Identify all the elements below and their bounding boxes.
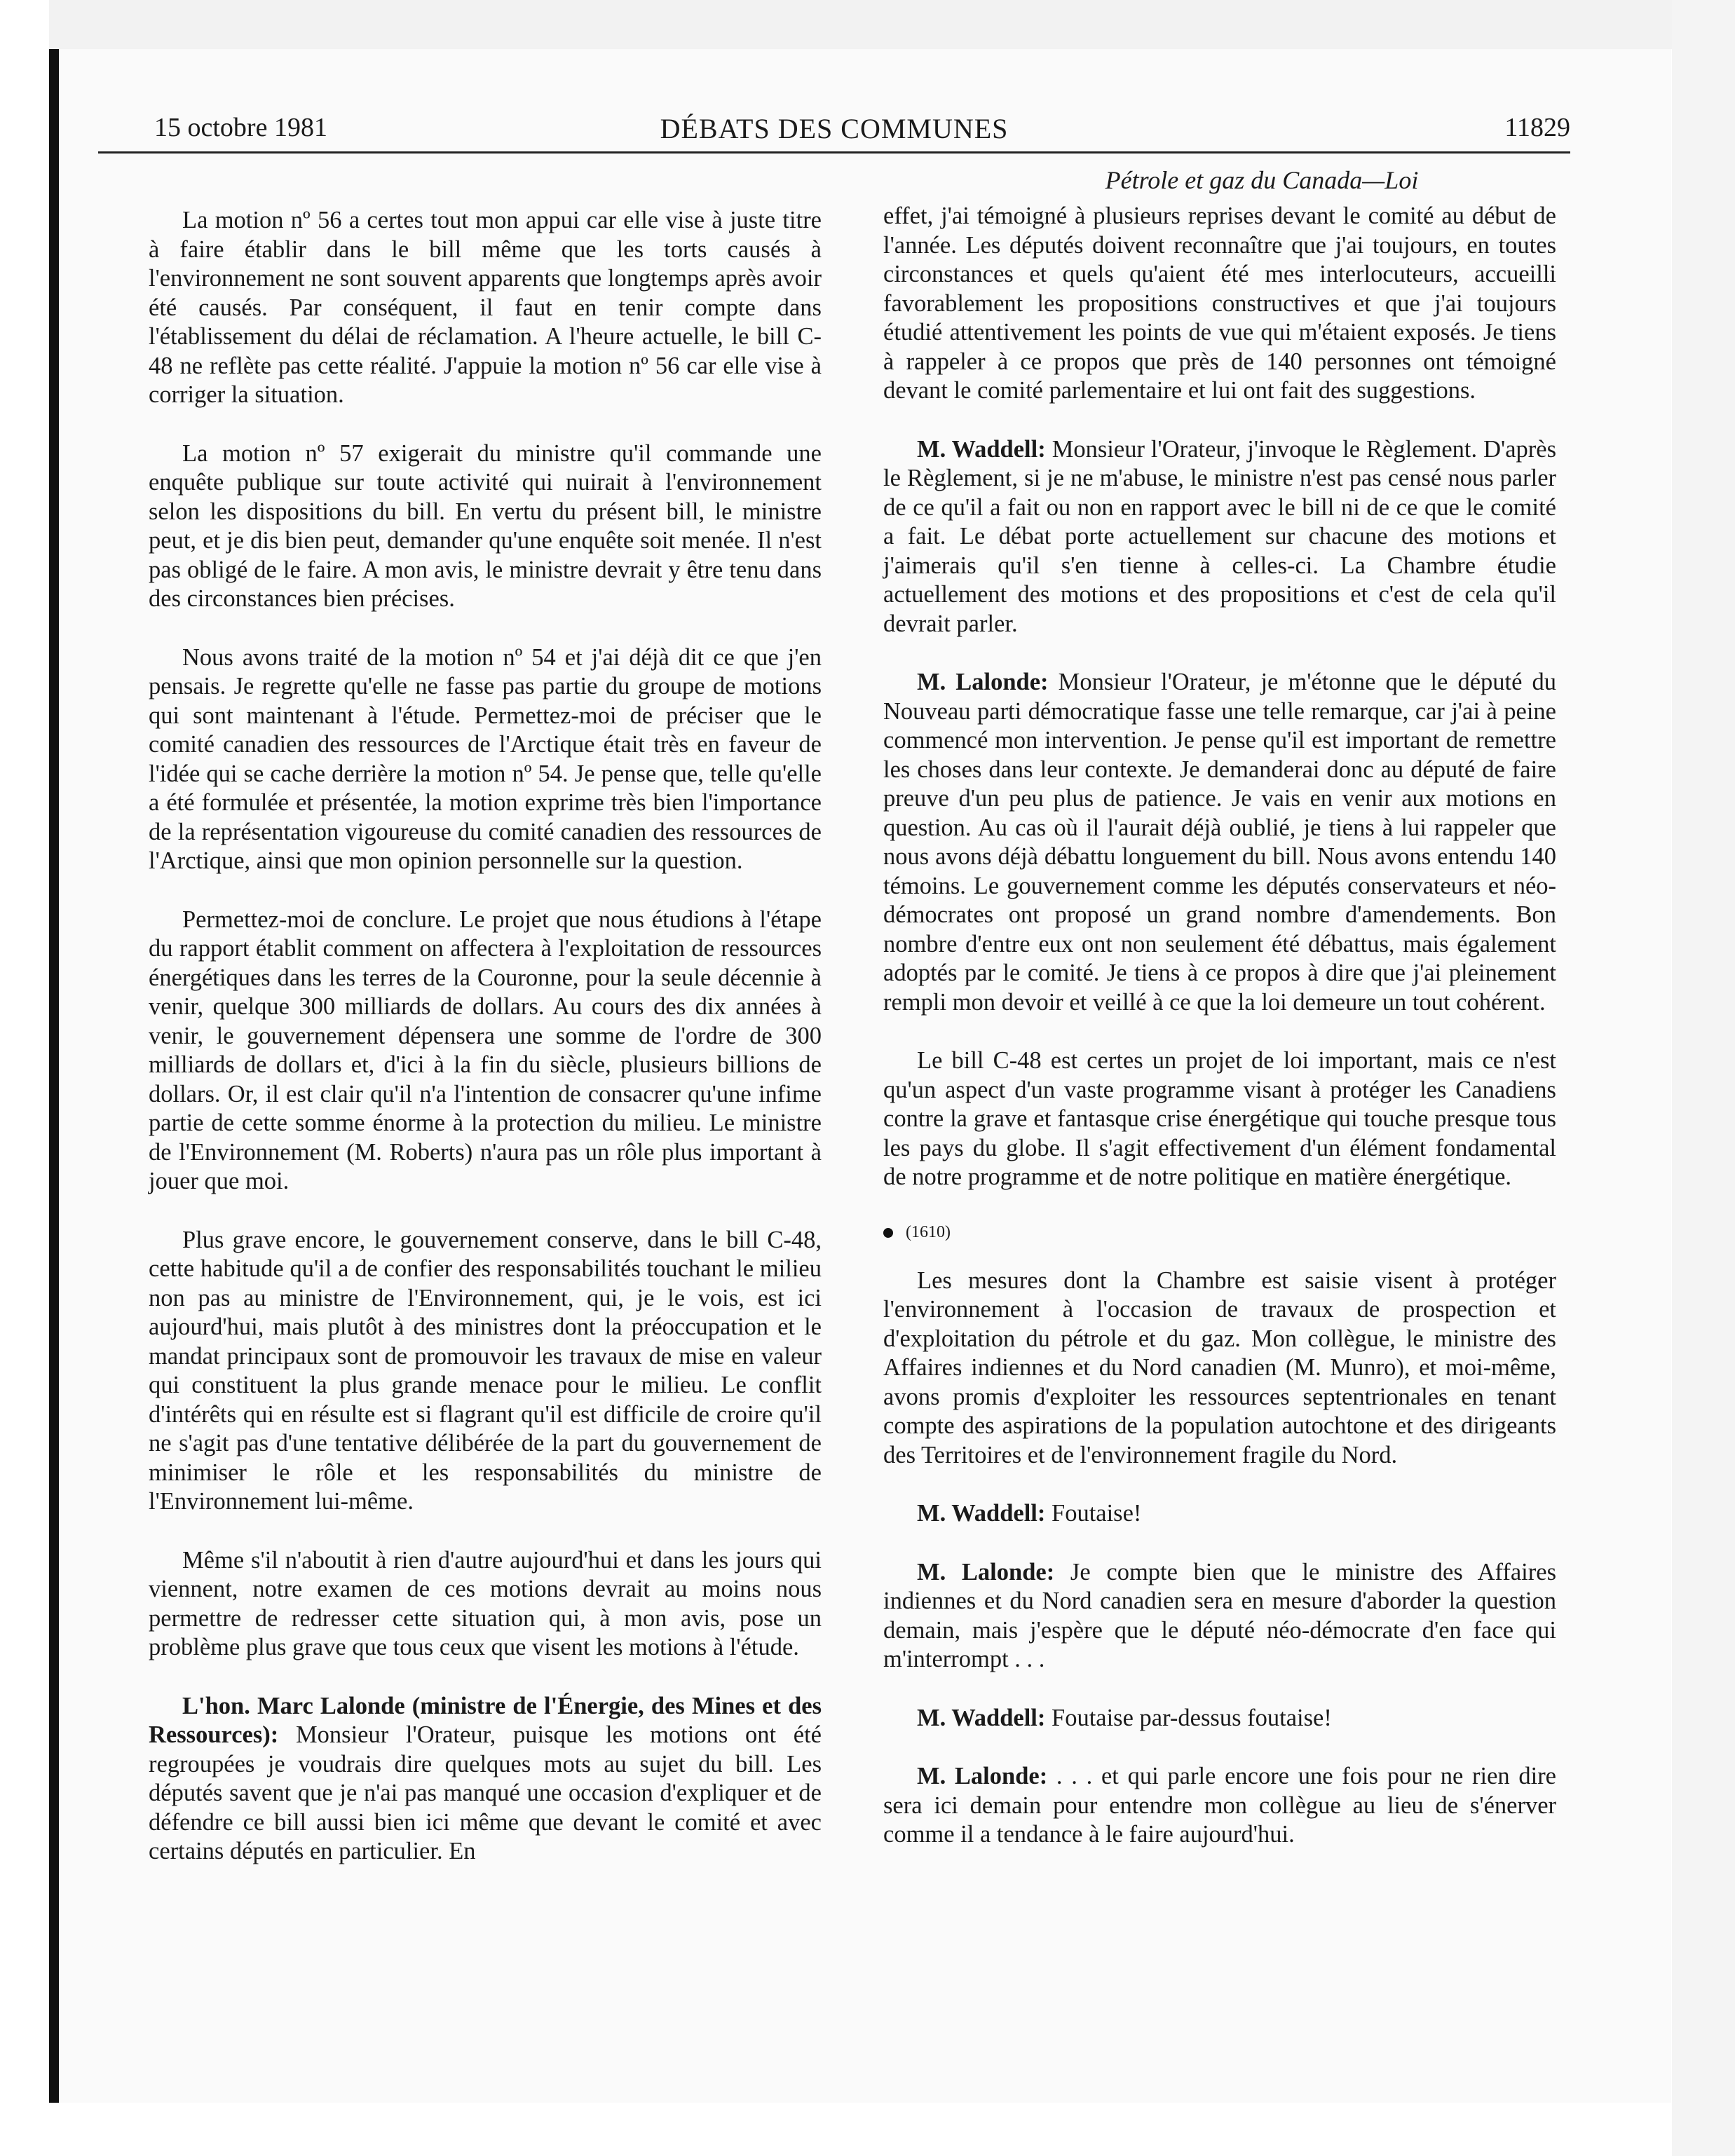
paragraph: La motion nº 57 exigerait du ministre qu'il commande une enquête publique sur toute activité qui nuirait à l'environnement selon les dispositions du bill. En vertu du présent bill, le ministre peut, et je dis bien peut, demander qu'une enquête soit menée. Il n'est pas obligé de le faire. A mon avis, le ministre devrait y être tenu dans des circonstances bien précises. (149, 439, 822, 612)
speaker-name: M. Waddell: (917, 1500, 1046, 1527)
speaker-name: M. Lalonde: (917, 1558, 1055, 1585)
scan-border-top (49, 0, 1731, 49)
speaker-name: M. Waddell: (917, 1704, 1046, 1731)
page-number: 11829 (1504, 113, 1570, 142)
speech-paragraph (883, 1499, 1556, 1529)
speech-text: Foutaise par-dessus foutaise! (1045, 1704, 1332, 1731)
speaker-name: L'hon. Marc Lalonde (ministre de l'Énergie, des Mines et des Ressources): (149, 1692, 822, 1748)
header-title: DÉBATS DES COMMUNES (660, 113, 1009, 144)
speaker-name: M. Waddell: (917, 435, 1046, 463)
speech-text: Je compte bien que le ministre des Affaires indiennes et du Nord canadien sera en mesure d'aborder la question demain, mais j'espère que le député néo-démocrate d'en face qui m'interrompt . . . (883, 1558, 1556, 1672)
speech-paragraph (883, 435, 1556, 639)
time-marker (883, 1222, 1556, 1243)
scan-border-left (49, 49, 59, 2103)
speech-text: Monsieur l'Orateur, puisque les motions ont été regroupées je voudrais dire quelques mots au sujet du bill. Les députés savent que je n'ai pas manqué une occasion d'expliquer et de défendre ce bill aussi bien ici même que devant le comité et avec certains députés en particulier. En (149, 1721, 822, 1864)
speech-paragraph (149, 1692, 822, 1867)
paragraph: effet, j'ai témoigné à plusieurs reprises devant le comité au début de l'année. Les députés doivent reconnaître que j'ai toujours, en toutes circonstances et quels qu'aient été mes interlocuteurs, accueilli favorablement les propositions constructives et que j'ai toujours étudié attentivement les points de vue qui m'étaient exposés. Je tiens à rappeler à ce propos que près de 140 personnes ont témoigné devant le comité parlementaire et lui ont fait des suggestions. (883, 203, 1556, 404)
paragraph: Même s'il n'aboutit à rien d'autre aujourd'hui et dans les jours qui viennent, notre examen de ces motions devrait au moins nous permettre de redresser cette situation qui, à mon avis, pose un problème plus grave que tous ceux que visent les motions à l'étude. (149, 1546, 822, 1660)
bullet-icon (883, 1228, 893, 1238)
speaker-name: M. Lalonde: (917, 1763, 1048, 1789)
speech-text: Foutaise! (1045, 1500, 1142, 1527)
paragraph: La motion nº 56 a certes tout mon appui car elle vise à juste titre à faire établir dans le bill même que les torts causés à l'environnement ne sont souvent apparents que longtemps après avoir été causés. Par conséquent, il faut en tenir compte dans l'établissement du délai de réclamation. A l'heure actuelle, le bill C-48 ne reflète pas cette réalité. J'appuie la motion nº 56 car elle vise à corriger la situation. (149, 207, 822, 408)
paragraph: Permettez-moi de conclure. Le projet que nous étudions à l'étape du rapport établit comment on affectera à l'exploitation de ressources énergétiques dans les terres de la Couronne, pour la seule décennie à venir, quelque 300 milliards de dollars. Au cours des dix années à venir, le gouvernement dépensera une somme de l'ordre de 300 milliards de dollars et, d'ici à la fin du siècle, plusieurs billions de dollars. Or, il est clair qu'il n'a l'intention de consacrer qu'une infime partie de cette somme énorme à la protection du milieu. Le ministre de l'Environnement (M. Roberts) n'aura pas un rôle plus important à jouer que moi. (149, 906, 822, 1194)
paragraph: Les mesures dont la Chambre est saisie visent à protéger l'environnement à l'occasion de travaux de prospection et d'exploitation du pétrole et du gaz. Mon collègue, le ministre des Affaires indiennes et du Nord canadien (M. Munro), et moi-même, avons promis d'exploiter les ressources septentrionales en tenant compte des aspirations de la population autochtone et des dirigeants des Territoires et de l'environnement fragile du Nord. (883, 1267, 1556, 1468)
speech-paragraph (883, 1762, 1556, 1850)
speech-text: Monsieur l'Orateur, j'invoque le Règlement. D'après le Règlement, si je ne m'abuse, le ministre n'est pas censé nous parler de ce qu'il a fait ou non en rapport avec le bill ni de ce que le comité a fait. Le débat porte actuellement sur chacune des motions et j'aimerais qu'il s'en tienne à celles-ci. La Chambre étudie actuellement des motions et des propositions et c'est de cela qu'il devrait parler. (883, 435, 1556, 637)
speech-text: Monsieur l'Orateur, je m'étonne que le député du Nouveau parti démocratique fasse une telle remarque, car j'ai à peine commencé mon intervention. Je pense qu'il est important de remettre les choses dans leur contexte. Je demanderai donc au député de faire preuve d'un peu plus de patience. Je vais en venir aux motions en question. Au cas où il l'aurait déjà oublié, je tiens à lui rappeler que nous avons déjà débattu longuement du bill. Nous avons entendu 140 témoins. Le gouvernement comme les députés conservateurs et néo-démocrates ont proposé un grand nombre d'amendements. Bon nombre d'entre eux ont non seulement été débattus, mais également adoptés par le comité. Je tiens à ce propos à dire que j'ai pleinement rempli mon devoir et veillé à ce que la loi demeure un tout cohérent. (883, 669, 1557, 1016)
column-heading: Pétrole et gaz du Canada—Loi (1105, 166, 1419, 194)
right-column (883, 202, 1556, 1850)
header-date: 15 octobre 1981 (154, 113, 327, 142)
paragraph: Nous avons traité de la motion nº 54 et j'ai déjà dit ce que j'en pensais. Je regrette qu'elle ne fasse pas partie du groupe de motions qui sont maintenant à l'étude. Permettez-moi de préciser que le comité canadien des ressources de l'Arctique était très en faveur de l'idée qui se cache derrière la motion nº 54. Je pense que, telle qu'elle a été formulée et présentée, la motion exprime très bien l'importance de la représentation vigoureuse du comité canadien des ressources de l'Arctique, ainsi que mon opinion personnelle sur la question. (149, 643, 822, 874)
paragraph: Le bill C-48 est certes un projet de loi important, mais ce n'est qu'un aspect d'un vaste programme visant à protéger les Canadiens contre la grave et fantasque crise énergétique qui touche presque tous les pays du globe. Il s'agit effectivement d'un élément fondamental de notre programme et de notre politique en matière énergétique. (883, 1047, 1556, 1190)
scan-border-right (1672, 0, 1735, 2156)
time-marker-text: (1610) (906, 1222, 951, 1241)
speech-paragraph (883, 1704, 1556, 1733)
running-header (98, 112, 1570, 153)
paragraph: Plus grave encore, le gouvernement conserve, dans le bill C-48, cette habitude qu'il a de confier des responsabilités touchant le milieu non pas au ministre de l'Environnement, qui, je le vois, est ici aujourd'hui, mais plutôt à des ministres dont la préoccupation et le mandat principaux sont de promouvoir les travaux de mise en valeur qui constituent la plus grande menace pour le milieu. Le conflit d'intérêts qui en résulte est si flagrant qu'il est difficile de croire qu'il ne s'agit pas d'une tentative délibérée de la part du gouvernement de minimiser le rôle et les responsabilités du ministre de l'Environnement lui-même. (149, 1226, 822, 1515)
speaker-name: M. Lalonde: (917, 669, 1049, 695)
speech-paragraph (883, 668, 1556, 1017)
speech-text: . . . et qui parle encore une fois pour ne rien dire sera ici demain pour entendre mon collègue au lieu de s'énerver comme il a tendance à le faire aujourd'hui. (883, 1763, 1556, 1848)
left-column (149, 206, 822, 1867)
speech-paragraph (883, 1558, 1556, 1674)
